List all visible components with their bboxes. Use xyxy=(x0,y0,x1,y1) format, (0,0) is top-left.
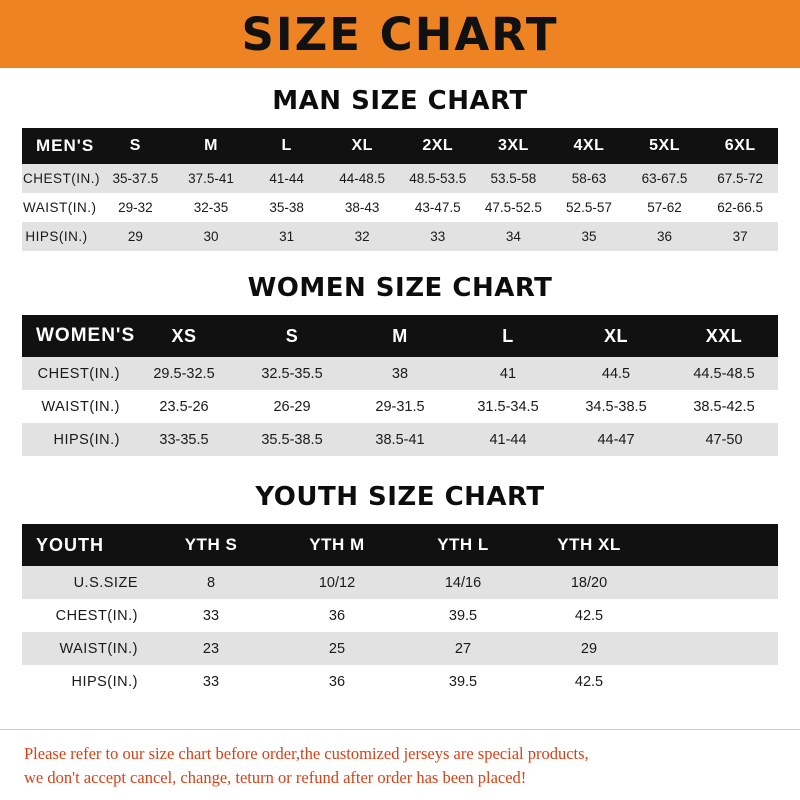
header-cell: M xyxy=(346,315,454,357)
table-cell: 23.5-26 xyxy=(130,390,238,423)
table-row xyxy=(22,423,778,456)
section-youth xyxy=(22,482,778,698)
table-cell: 29 xyxy=(98,222,174,251)
header-cell: S xyxy=(238,315,346,357)
table-row xyxy=(22,665,778,698)
table-cell: 44.5-48.5 xyxy=(670,357,778,390)
table-cell: 62-66.5 xyxy=(702,193,778,222)
row-label: WAIST(IN.) xyxy=(22,193,98,222)
header-cell: MEN'S xyxy=(22,128,98,164)
row-label: CHEST(IN.) xyxy=(22,599,148,632)
content-area xyxy=(0,68,800,715)
table-cell: 23 xyxy=(148,632,274,665)
header-cell: XL xyxy=(324,128,400,164)
table-cell: 25 xyxy=(274,632,400,665)
row-label: CHEST(IN.) xyxy=(22,357,130,390)
row-label: CHEST(IN.) xyxy=(22,164,98,193)
table-cell: 42.5 xyxy=(526,599,652,632)
row-label: WAIST(IN.) xyxy=(22,632,148,665)
table-cell: 33-35.5 xyxy=(130,423,238,456)
header-cell xyxy=(652,524,778,566)
row-label: U.S.SIZE xyxy=(22,566,148,599)
header-cell: 4XL xyxy=(551,128,627,164)
table-row xyxy=(22,357,778,390)
header-cell: XXL xyxy=(670,315,778,357)
table-cell: 37.5-41 xyxy=(173,164,249,193)
header-cell: L xyxy=(454,315,562,357)
table-cell: 57-62 xyxy=(627,193,703,222)
row-label: HIPS(IN.) xyxy=(22,423,130,456)
table-cell: 38 xyxy=(346,357,454,390)
table-header-row xyxy=(22,524,778,566)
table-cell: 29-31.5 xyxy=(346,390,454,423)
section-man xyxy=(22,86,778,251)
table-cell: 27 xyxy=(400,632,526,665)
table-row xyxy=(22,632,778,665)
table-cell: 18/20 xyxy=(526,566,652,599)
table-cell: 44.5 xyxy=(562,357,670,390)
table-cell: 43-47.5 xyxy=(400,193,476,222)
header-cell: YTH M xyxy=(274,524,400,566)
header-cell: WOMEN'S xyxy=(22,315,130,357)
table-cell: 41-44 xyxy=(249,164,325,193)
table-header-row xyxy=(22,128,778,164)
table-cell: 38-43 xyxy=(324,193,400,222)
table-cell: 35-38 xyxy=(249,193,325,222)
table-row xyxy=(22,566,778,599)
table-cell xyxy=(652,599,778,632)
table-cell: 63-67.5 xyxy=(627,164,703,193)
header-cell: YTH S xyxy=(148,524,274,566)
header-cell: 6XL xyxy=(702,128,778,164)
notice-line-2: we don't accept cancel, change, teturn or refund after order has been placed! xyxy=(24,768,527,788)
header-cell: YTH L xyxy=(400,524,526,566)
table-cell: 42.5 xyxy=(526,665,652,698)
row-label: HIPS(IN.) xyxy=(22,222,98,251)
table-cell: 52.5-57 xyxy=(551,193,627,222)
header-cell: XL xyxy=(562,315,670,357)
table-cell: 31.5-34.5 xyxy=(454,390,562,423)
table-cell: 38.5-42.5 xyxy=(670,390,778,423)
header-cell: L xyxy=(249,128,325,164)
table-cell xyxy=(652,665,778,698)
table-cell: 32-35 xyxy=(173,193,249,222)
table-cell: 10/12 xyxy=(274,566,400,599)
table-cell: 36 xyxy=(274,665,400,698)
table-cell: 29-32 xyxy=(98,193,174,222)
table-cell: 44-48.5 xyxy=(324,164,400,193)
section-title-youth: YOUTH SIZE CHART xyxy=(255,482,545,512)
table-cell: 53.5-58 xyxy=(476,164,552,193)
table-row xyxy=(22,222,778,251)
table-cell: 32.5-35.5 xyxy=(238,357,346,390)
table-cell xyxy=(652,632,778,665)
table-cell: 35.5-38.5 xyxy=(238,423,346,456)
table-cell: 47-50 xyxy=(670,423,778,456)
women-size-table xyxy=(22,315,778,456)
page-banner xyxy=(0,0,800,68)
section-title-women: WOMEN SIZE CHART xyxy=(247,273,553,303)
header-cell: XS xyxy=(130,315,238,357)
table-row xyxy=(22,599,778,632)
table-cell: 44-47 xyxy=(562,423,670,456)
table-header-row xyxy=(22,315,778,357)
table-cell: 33 xyxy=(400,222,476,251)
table-cell: 37 xyxy=(702,222,778,251)
header-cell: YTH XL xyxy=(526,524,652,566)
man-size-table xyxy=(22,128,778,251)
table-cell: 38.5-41 xyxy=(346,423,454,456)
table-cell: 67.5-72 xyxy=(702,164,778,193)
page-title: SIZE CHART xyxy=(241,7,559,61)
row-label: HIPS(IN.) xyxy=(22,665,148,698)
header-cell: M xyxy=(173,128,249,164)
table-cell: 33 xyxy=(148,599,274,632)
table-cell: 33 xyxy=(148,665,274,698)
table-cell: 32 xyxy=(324,222,400,251)
table-cell: 14/16 xyxy=(400,566,526,599)
table-cell: 34.5-38.5 xyxy=(562,390,670,423)
table-cell: 29 xyxy=(526,632,652,665)
section-title-man: MAN SIZE CHART xyxy=(272,86,528,116)
table-row xyxy=(22,390,778,423)
table-cell: 41-44 xyxy=(454,423,562,456)
table-cell: 39.5 xyxy=(400,599,526,632)
table-cell: 35 xyxy=(551,222,627,251)
notice-line-1: Please refer to our size chart before order,the customized jerseys are special products, xyxy=(24,744,589,764)
table-cell: 29.5-32.5 xyxy=(130,357,238,390)
table-cell: 36 xyxy=(627,222,703,251)
table-row xyxy=(22,164,778,193)
table-cell: 41 xyxy=(454,357,562,390)
table-cell: 26-29 xyxy=(238,390,346,423)
table-row xyxy=(22,193,778,222)
table-cell: 30 xyxy=(173,222,249,251)
table-cell: 58-63 xyxy=(551,164,627,193)
header-cell: S xyxy=(98,128,174,164)
section-women xyxy=(22,273,778,456)
order-notice xyxy=(0,729,800,800)
youth-size-table xyxy=(22,524,778,698)
header-cell: 5XL xyxy=(627,128,703,164)
header-cell: YOUTH xyxy=(22,524,148,566)
table-cell: 48.5-53.5 xyxy=(400,164,476,193)
table-cell: 47.5-52.5 xyxy=(476,193,552,222)
table-cell: 39.5 xyxy=(400,665,526,698)
table-cell: 36 xyxy=(274,599,400,632)
table-cell: 34 xyxy=(476,222,552,251)
header-cell: 2XL xyxy=(400,128,476,164)
table-cell xyxy=(652,566,778,599)
table-cell: 35-37.5 xyxy=(98,164,174,193)
header-cell: 3XL xyxy=(476,128,552,164)
table-cell: 31 xyxy=(249,222,325,251)
table-cell: 8 xyxy=(148,566,274,599)
row-label: WAIST(IN.) xyxy=(22,390,130,423)
